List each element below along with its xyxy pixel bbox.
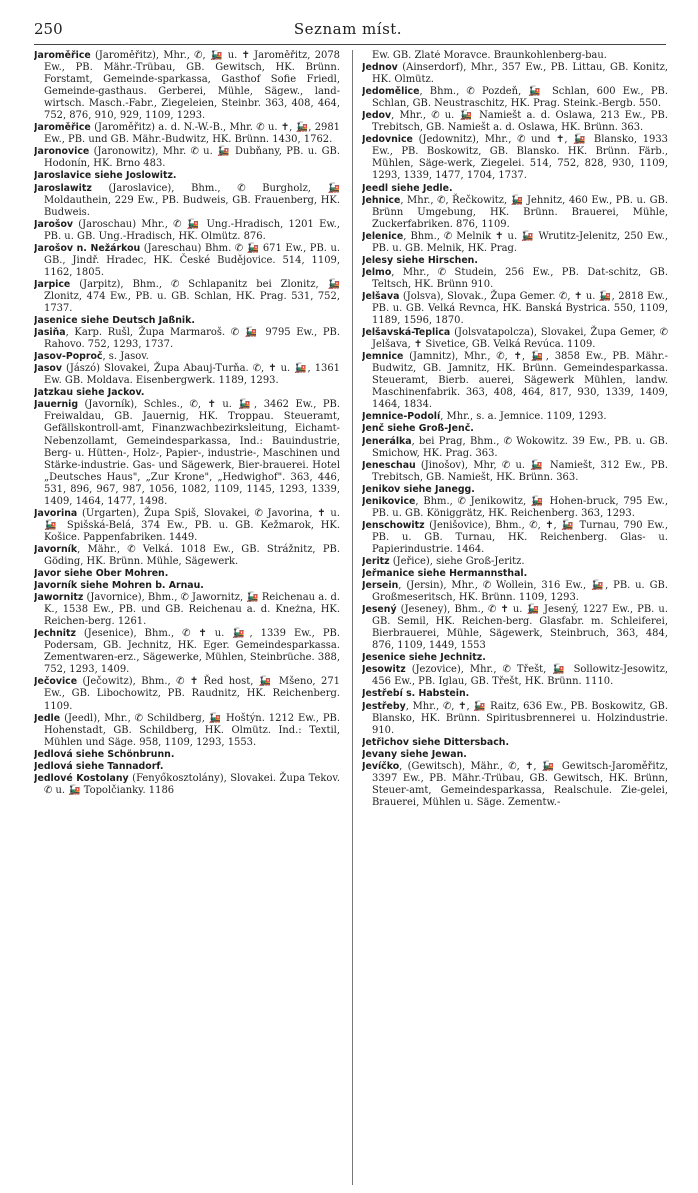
place-entry [34, 713, 340, 749]
place-details: , Bhm., ✆ Melnik ✝ u. 🚂 Wrutitz-Jelenitz, 250 Ew., PB. u. GB. Melnik, HK. Prag. [372, 230, 668, 254]
place-details: , (Gewitsch), Mähr., ✆, ✝, 🚂 Gewitsch-Jaroměřitz, 3397 Ew., PB. Mähr.-Trübau, GB. Gewitsch, HK. Brünn, Steuer-amt, Gemeindesparkassa, Realschule. Zie-gelei, Brauerei, Mühlen u. Säge. Zementw.- [372, 760, 668, 808]
place-entry [362, 62, 668, 86]
place-entry [34, 508, 340, 544]
place-details: (Jaroměřitz) a. d. N.-W.-B., Mhr. ✆ u. ✝, 🚂, 2981 Ew., PB. und GB. Mähr.-Budwitz, HK. Brünn. 1430, 1762. [44, 122, 340, 146]
place-name: Jedov [362, 110, 392, 122]
place-details: , Mhr., ✆, Řečkowitz, 🚂 Jehnitz, 460 Ew., PB. u. GB. Brünn Umgebung, HK. Brünn. Brauerei, Mühle, Zuckerfabriken. 876, 1109. [372, 194, 668, 230]
place-details: , (Jersin), Mhr., ✆ Wollein, 316 Ew., 🚂, PB. u. GB. Großmeseritsch, HK. Brünn. 1109, 1293. [372, 580, 668, 604]
place-entry [34, 773, 340, 797]
place-entry [362, 231, 668, 255]
place-details: , Karp. Rušl, Župa Marmaroš. ✆ 🚂 9795 Ew., PB. Rahovo. 752, 1293, 1737. [44, 327, 340, 351]
place-name: Jehnice [362, 194, 401, 206]
place-entry [34, 387, 340, 399]
place-details: (Jenišovice), Bhm., ✆, ✝, 🚂 Turnau, 790 Ew., PB. u. GB. Turnau, HK. Reichenberg. Glas- u. Papierindustrie. 1464. [372, 519, 668, 555]
place-entry [34, 351, 340, 363]
place-name: Jaroměřice [34, 122, 91, 134]
place-entry [362, 436, 668, 460]
place-entry [34, 243, 340, 279]
place-name: Jenikovice [362, 495, 416, 507]
running-title: Seznam míst. [293, 20, 403, 38]
place-name: Jemnice-Podolí [362, 411, 441, 423]
place-name: Jevíčko [362, 760, 400, 772]
place-entry [362, 664, 668, 688]
place-details: (Fenyőkosztolány), Slovakei. Župa Tekov. ✆ u. 🚂 Topolčianky. 1186 [44, 772, 340, 796]
place-entry [34, 568, 340, 580]
place-details: (Jaroschau) Mhr., ✆ 🚂 Ung.-Hradisch, 1201 Ew., PB. u. GB. Ung.-Hradisch, HK. Olmütz. 876. [44, 218, 340, 242]
place-name: Jedlové Kostolany [34, 772, 129, 784]
column-divider [352, 50, 353, 1185]
place-name: Jelšavská-Teplica [362, 327, 451, 339]
place-name: Jeneschau [362, 459, 416, 471]
place-details: , Mhr., s. a. Jemnice. 1109, 1293. [440, 411, 607, 423]
place-name: Jestřeby [362, 700, 406, 712]
place-name: Jesený [362, 604, 397, 616]
place-name: Jelesy siehe Hirschen. [362, 254, 478, 266]
place-details: (Jeřice), siehe Groß-Jeritz. [389, 555, 525, 567]
place-details: , s. Jasov. [102, 351, 149, 363]
place-name: Jaroměřice [34, 50, 91, 61]
place-name: Jedovnice [362, 134, 413, 146]
place-name: Jauernig [34, 399, 79, 411]
place-name: Jarošov [34, 218, 74, 230]
place-entry [362, 749, 668, 761]
place-name: Javorina [34, 507, 78, 519]
place-details: , bei Prag, Bhm., ✆ Wokowitz. 39 Ew., PB. u. GB. Smichow, HK. Prag. 363. [372, 435, 668, 459]
place-entry [362, 86, 668, 110]
place-details: (Jeedl), Mhr., ✆ Schildberg, 🚂 Hoštýn. 1212 Ew., PB. Hohenstadt, GB. Schildberg, HK. Olmütz. Ind.: Textil, Mühlen und Säge. 958, 1109, 1293, 1553. [44, 712, 340, 748]
place-entry [34, 315, 340, 327]
page-header [28, 20, 668, 42]
place-entry [34, 122, 340, 146]
place-entry [362, 50, 668, 62]
place-name: Jelšava [362, 290, 400, 302]
place-name: Javorník [34, 543, 78, 555]
place-entry [34, 327, 340, 351]
place-name: Jesenice siehe Jechnitz. [362, 652, 486, 664]
place-details: (Ječowitz), Bhm., ✆ ✝ Řed host, 🚂 Mšeno, 271 Ew., GB. Libochowitz, PB. Raudnitz, HK. Reichenberg. 1109. [44, 676, 340, 712]
place-entry [362, 484, 668, 496]
place-entry [362, 460, 668, 484]
place-details: (Jinošov), Mhr, ✆ u. 🚂 Namiešt, 312 Ew., PB. Trebitsch, GB. Namiešt, HK. Brünn. 363. [372, 459, 668, 483]
place-entry [34, 279, 340, 315]
place-details: (Ainserdorf), Mhr., 357 Ew., PB. Littau, GB. Konitz, HK. Olmütz. [372, 62, 668, 86]
place-name: Jelenice [362, 230, 404, 242]
place-name: Jedlová siehe Schönbrunn. [34, 748, 175, 760]
place-entry [362, 110, 668, 134]
place-entry [362, 423, 668, 435]
place-entry [362, 327, 668, 351]
place-details: Ew. GB. Zlaté Moravce. Braunkohlenberg-bau. [372, 50, 607, 61]
place-name: Jersein [362, 580, 399, 592]
place-details: , Mähr., ✆ Velká. 1018 Ew., GB. Strážnitz, PB. Göding, HK. Brünn. Mühle, Sägewerk. [44, 543, 340, 567]
place-entry [34, 50, 340, 122]
place-entry [34, 628, 340, 676]
place-entry [362, 351, 668, 411]
place-name: Jeřmanice siehe Hermannsthal. [362, 568, 528, 580]
place-details: , Bhm., ✆ Pozdeň, 🚂 Schlan, 600 Ew., PB. Schlan, GB. Neustraschitz, HK. Prag. Steink.-Bergb. 550. [372, 86, 668, 110]
place-entry [362, 580, 668, 604]
place-details: (Jászó) Slovakei, Župa Abauj-Turňa. ✆, ✝ u. 🚂, 1361 Ew. GB. Moldava. Eisenbergwerk. 1189, 1293. [44, 363, 340, 387]
place-entry [362, 267, 668, 291]
place-name: Jevany siehe Jewan. [362, 748, 467, 760]
place-entry [34, 183, 340, 219]
place-details: (Jolsvatapolcza), Slovakei, Župa Gemer, ✆ Jelšava, ✝ Sivetice, GB. Velká Revúca. 1109. [372, 327, 668, 351]
place-entry [362, 652, 668, 664]
place-details: , Bhm., ✆ Jenikowitz, 🚂 Hohen-bruck, 795 Ew., PB. u. GB. Königgrätz, HK. Reichenberg. 363, 1293. [372, 495, 668, 519]
place-name: Jarošov n. Nežárkou [34, 242, 141, 254]
place-details: (Javornice), Bhm., ✆ Jawornitz, 🚂 Reichenau a. d. K., 1538 Ew., PB. und GB. Reichenau a. d. Kneżna, HK. Reichen-berg. 1261. [44, 592, 340, 628]
place-entry [34, 749, 340, 761]
gazetteer-columns [34, 50, 668, 1185]
place-details: (Jareschau) Bhm. ✆ 🚂 671 Ew., PB. u. GB., Jindř. Hradec, HK. České Budějovice. 514, 1109, 1162, 1805. [44, 242, 340, 278]
place-entry [34, 676, 340, 712]
place-entry [34, 544, 340, 568]
place-entry [34, 399, 340, 507]
place-entry [362, 761, 668, 809]
place-name: Jasov-Poproč [34, 351, 103, 363]
place-name: Jeedl siehe Jedle. [362, 182, 453, 194]
place-entry [362, 496, 668, 520]
place-details: (Jeseney), Bhm., ✆ ✝ u. 🚂 Jesený, 1227 Ew., PB. u. GB. Semil, HK. Reichen-berg. Glasfabr. m. Schleiferei, Bierbrauerei, Mühle, Sägewerk, Steinbruch, 363, 484, 876, 1109, 1449, 1553 [372, 604, 668, 652]
place-name: Jenerálka [362, 435, 412, 447]
place-name: Jaroslawitz [34, 182, 92, 194]
place-name: Jasenice siehe Deutsch Jaßnik. [34, 315, 195, 327]
place-entry [34, 146, 340, 170]
place-entry [362, 134, 668, 182]
place-entry [34, 592, 340, 628]
header-rule [34, 44, 666, 45]
place-details: (Jedownitz), Mhr., ✆ und ✝, 🚂 Blansko, 1933 Ew., PB. Boskowitz, GB. Blansko. HK. Brünn. Färb., Mühlen, Säge-werk, Ziegelei. 514, 752, 828, 930, 1109, 1293, 1339, 1477, 1704, 1737. [372, 134, 668, 182]
place-entry [362, 556, 668, 568]
right-column [362, 50, 668, 1185]
place-entry [34, 761, 340, 773]
place-entry [362, 255, 668, 267]
place-name: Jenč siehe Groß-Jenč. [362, 423, 474, 435]
place-name: Jedomělice [362, 86, 420, 98]
place-details: , Mhr., ✆ Studein, 256 Ew., PB. Dat-schitz, GB. Teltsch, HK. Brünn 910. [372, 266, 668, 290]
place-details: (Jaroslavice), Bhm., ✆ Burgholz, 🚂 Moldauthein, 229 Ew., PB. Budweis, GB. Frauenberg, HK. Budweis. [44, 182, 340, 218]
place-name: Jedlová siehe Tannadorf. [34, 760, 164, 772]
place-details: (Jesenice), Bhm., ✆ ✝ u. 🚂, 1339 Ew., PB. Podersam, GB. Jechnitz, HK. Eger. Gemeindesparkassa. Zementwaren-erz., Sägewerke, Mühlen, Steinbrüche. 388, 752, 1293, 1409. [44, 628, 340, 676]
place-entry [362, 411, 668, 423]
place-name: Ječovice [34, 676, 78, 688]
place-entry [34, 363, 340, 387]
place-details: , Mhr., ✆ u. 🚂 Namiešt a. d. Oslawa, 213 Ew., PB. Trebitsch, GB. Namiešt a. d. Oslawa, HK. Brünn. 363. [372, 110, 668, 134]
place-entry [362, 183, 668, 195]
place-name: Jaroslavice siehe Joslowitz. [34, 170, 177, 182]
place-name: Jatzkau siehe Jackov. [34, 387, 145, 399]
place-name: Javor siehe Ober Mohren. [34, 568, 169, 580]
place-entry [362, 568, 668, 580]
place-details: (Jaronowitz), Mhr. ✆ u. 🚂 Dubňany, PB. u. GB. Hodonín, HK. Brno 483. [44, 146, 340, 170]
place-name: Jarpice [34, 278, 71, 290]
place-name: Jetřichov siehe Dittersbach. [362, 736, 510, 748]
place-entry [362, 701, 668, 737]
place-name: Jenschowitz [362, 519, 425, 531]
place-details: , Mhr., ✆, ✝, 🚂 Raitz, 636 Ew., PB. Boskowitz, GB. Blansko, HK. Brünn. Spiritusbrennerei u. Holzindustrie. 910. [372, 700, 668, 736]
place-name: Jechnitz [34, 628, 76, 640]
place-details: (Javorník), Schles., ✆, ✝ u. 🚂, 3462 Ew., PB. Freiwaldau, GB. Jauernig, HK. Troppau. Steueramt, Gefällskontroll-amt, Finanzwachbezirksleitung, Eichamt-Nebenzollamt, Gemeindesparkassa, Ind.: Bauindustrie, Berg- u. Hütten-, Holz-, Papier-, industrie-, Maschinen und Stärke-industrie. Gas- und Sägewerk, Bier-brauerei. Hotel „Deutsches Haus", „Zur Krone", „Hedwighof". 363, 446, 531, 896, 967, 987, 1056, 1082, 1109, 1145, 1293, 1339, 1409, 1464, 1477, 1498. [44, 399, 340, 507]
place-entry [362, 291, 668, 327]
place-entry [362, 737, 668, 749]
place-details: (Jamnitz), Mhr., ✆, ✝, 🚂, 3858 Ew., PB. Mähr.-Budwitz, GB. Jamnitz, HK. Brünn. Gemeindesparkassa. Steueramt, Bierb. auerei, Sägewerk Mühlen, landw. Maschinenfabrik. 363, 408, 464, 817, 930, 1339, 1409, 1464, 1834. [372, 351, 668, 411]
place-name: Jednov [362, 62, 398, 74]
place-name: Jasov [34, 363, 62, 375]
place-details: (Jaroměřitz), Mhr., ✆, 🚂 u. ✝ Jaroměřitz, 2078 Ew., PB. Mähr.-Trübau, GB. Gewitsch, HK. Brünn. Forstamt, Gemeinde-sparkassa, Gasthof Sofie Friedl, Gemeinde-gasthaus. Gerberei, Mühle, Sägew., land-wirtsch. Masch.-Fabr., Ziegeleien, Steinbr. 363, 408, 464, 752, 876, 910, 929, 1109, 1293. [44, 50, 340, 122]
place-name: Jestřebí s. Habstein. [362, 688, 470, 700]
place-name: Jeritz [362, 555, 390, 567]
left-column [34, 50, 340, 1185]
page-number: 250 [34, 20, 63, 38]
place-name: Jelmo [362, 266, 392, 278]
place-entry [34, 580, 340, 592]
place-name: Jesowitz [362, 664, 406, 676]
place-details: (Jolsva), Slovak., Župa Gemer. ✆, ✝ u. 🚂, 2818 Ew., PB. u. GB. Velká Revnca, HK. Banská Bystrica. 550, 1109, 1189, 1596, 1870. [372, 290, 668, 327]
place-name: Jaronovice [34, 146, 90, 158]
place-name: Jenikov siehe Janegg. [362, 483, 475, 495]
place-entry [362, 520, 668, 556]
place-name: Jawornitz [34, 592, 84, 604]
place-entry [362, 195, 668, 231]
place-entry [362, 604, 668, 652]
place-name: Jasiňa [34, 327, 66, 339]
place-details: (Jarpitz), Bhm., ✆ Schlapanitz bei Zlonitz, 🚂 Zlonitz, 474 Ew., PB. u. GB. Schlan, HK. Prag. 531, 752, 1737. [44, 278, 340, 314]
place-entry [34, 219, 340, 243]
place-entry [362, 688, 668, 700]
place-name: Javorník siehe Mohren b. Arnau. [34, 580, 204, 592]
place-name: Jemnice [362, 351, 404, 363]
place-entry [34, 170, 340, 182]
place-details: (Urgarten), Župa Spiš, Slovakei, ✆ Javorina, ✝ u. 🚂 Spišská-Belá, 374 Ew., PB. u. GB. Kežmarok, HK. Košice. Pappenfabriken. 1449. [44, 507, 340, 543]
place-details: (Jezovice), Mhr., ✆ Třešt, 🚂 Sollowitz-Jesowitz, 456 Ew., PB. Iglau, GB. Třešt, HK. Brünn. 1110. [372, 664, 668, 688]
place-name: Jedle [34, 712, 61, 724]
